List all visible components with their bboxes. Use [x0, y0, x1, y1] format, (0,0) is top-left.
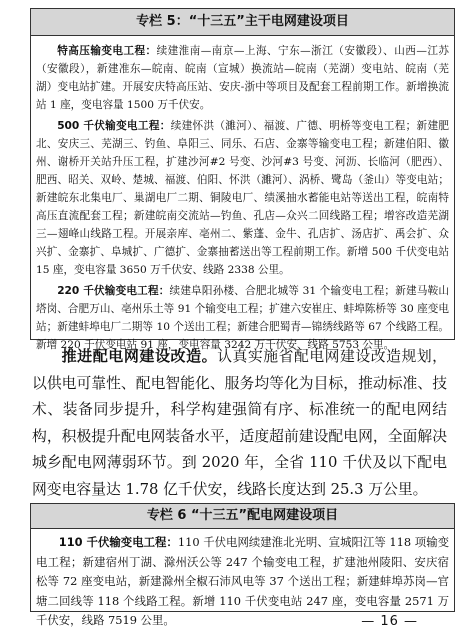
project-item-uhv	[36, 42, 449, 114]
body-paragraph	[32, 343, 447, 503]
body-paragraph-text: 认真实施省配电网建设改造规划，以供电可靠性、配电智能化、服务均等化为目标，推动标准、技术、装备同步提升，科学构建强简有序、标准统一的配电网结构，积极提升配电网装备水平，适度超前建设配电网，全面解决城乡配电网薄弱环节。到 2020 年，全省 110 千伏及以下配电网变电容量达 1.78 亿千伏安，线路长度达到 25.3 万公里。	[32, 348, 447, 498]
project-item-lead: 500 千伏输变电工程：	[57, 120, 171, 132]
project-item-text: 续建淮南—南京—上海、宁东—浙江（安徽段）、山西—江苏（安徽段），新建准东—皖南、皖南（宣城）换流站—皖南（芜湖）变电站、皖南（芜湖）变电站扩建。开展安庆特高压站、安庆-浙中等项目及配套工程前期工作。新增换流站 1 座，变电容量 1500 万千伏安。	[36, 45, 449, 111]
project-item-text: 续建阜阳孙楼、合肥北城等 31 个输变电工程；新建马鞍山塔岗、合肥万山、亳州乐土等 91 个输变电工程；扩建六安崔庄、蚌埠陈桥等 30 座变电站；新建蚌埠电厂二期等 10 个送出工程；新建合肥蜀青—锦绣线路等 67 个线路工程。新增 220 千伏变电站 91 座，变电容量 3242 万千伏安、线路 5753 公里。	[36, 285, 449, 351]
column-box-5-body	[31, 36, 454, 354]
page-number: — 16 —	[361, 614, 418, 629]
project-item-lead: 特高压输变电工程：	[57, 45, 157, 57]
column-box-6-title: 专栏 6 “十三五”配电网建设项目	[31, 504, 454, 529]
project-item-500kv	[36, 117, 449, 279]
body-paragraph-lead: 推进配电网建设改造。	[61, 347, 218, 365]
column-box-5	[30, 8, 455, 351]
column-box-5-title: 专栏 5：“十三五”主干电网建设项目	[31, 9, 454, 36]
project-item-lead: 110 千伏输变电工程：	[58, 535, 178, 549]
project-item-lead: 220 千伏输变电工程：	[57, 285, 170, 297]
project-item-text: 续建怀洪（濉河）、福渡、广德、明桥等变电工程；新建肥北、安庆三、芜湖三、钓鱼、阜阳三、同乐、石店、金寨等输变电工程；新建伯阳、徽州、谢桥开关站升压工程，扩建沙河#2 号变、沙河#3 号变、河沥、长临河（肥西）、肥西、昭关、双岭、楚城、福渡、伯阳、怀洪（濉河）、涡桥、鹭岛（釜山）等变电站；新建皖东北集电厂、巢湖电厂二期、铜陵电厂、绩溪抽水蓄能电站等送出工程，皖南特高压直流配套工程；新建皖南交流站—钓鱼、孔店—众兴二回线路工程；增容改造芜湖三—翅峰山线路工程。开展亲库、亳州二、紫蓬、金牛、孔店扩、汤店扩、禹会扩、众兴扩、金寨扩、阜城扩、广德扩、金寨抽蓄送出等工程前期工作。新增 500 千伏变电站 15 座，变电容量 3650 万千伏安、线路 2338 公里。	[36, 120, 449, 276]
project-item-text: 110 千伏电网续建淮北光明、宣城阳江等 118 项输变电工程；新建宿州丁湖、滁州沃公等 247 个输变电工程，扩建池州陵阳、安庆宿松等 72 座变电站，新建滁州全椒石沛风电等 37 个送出工程；新建蚌埠苏岗—官塘二回线等 118 个线路工程。新增 110 千伏变电站 247 座，变电容量 2571 万千伏安，线路 7519 公里。	[36, 535, 449, 627]
